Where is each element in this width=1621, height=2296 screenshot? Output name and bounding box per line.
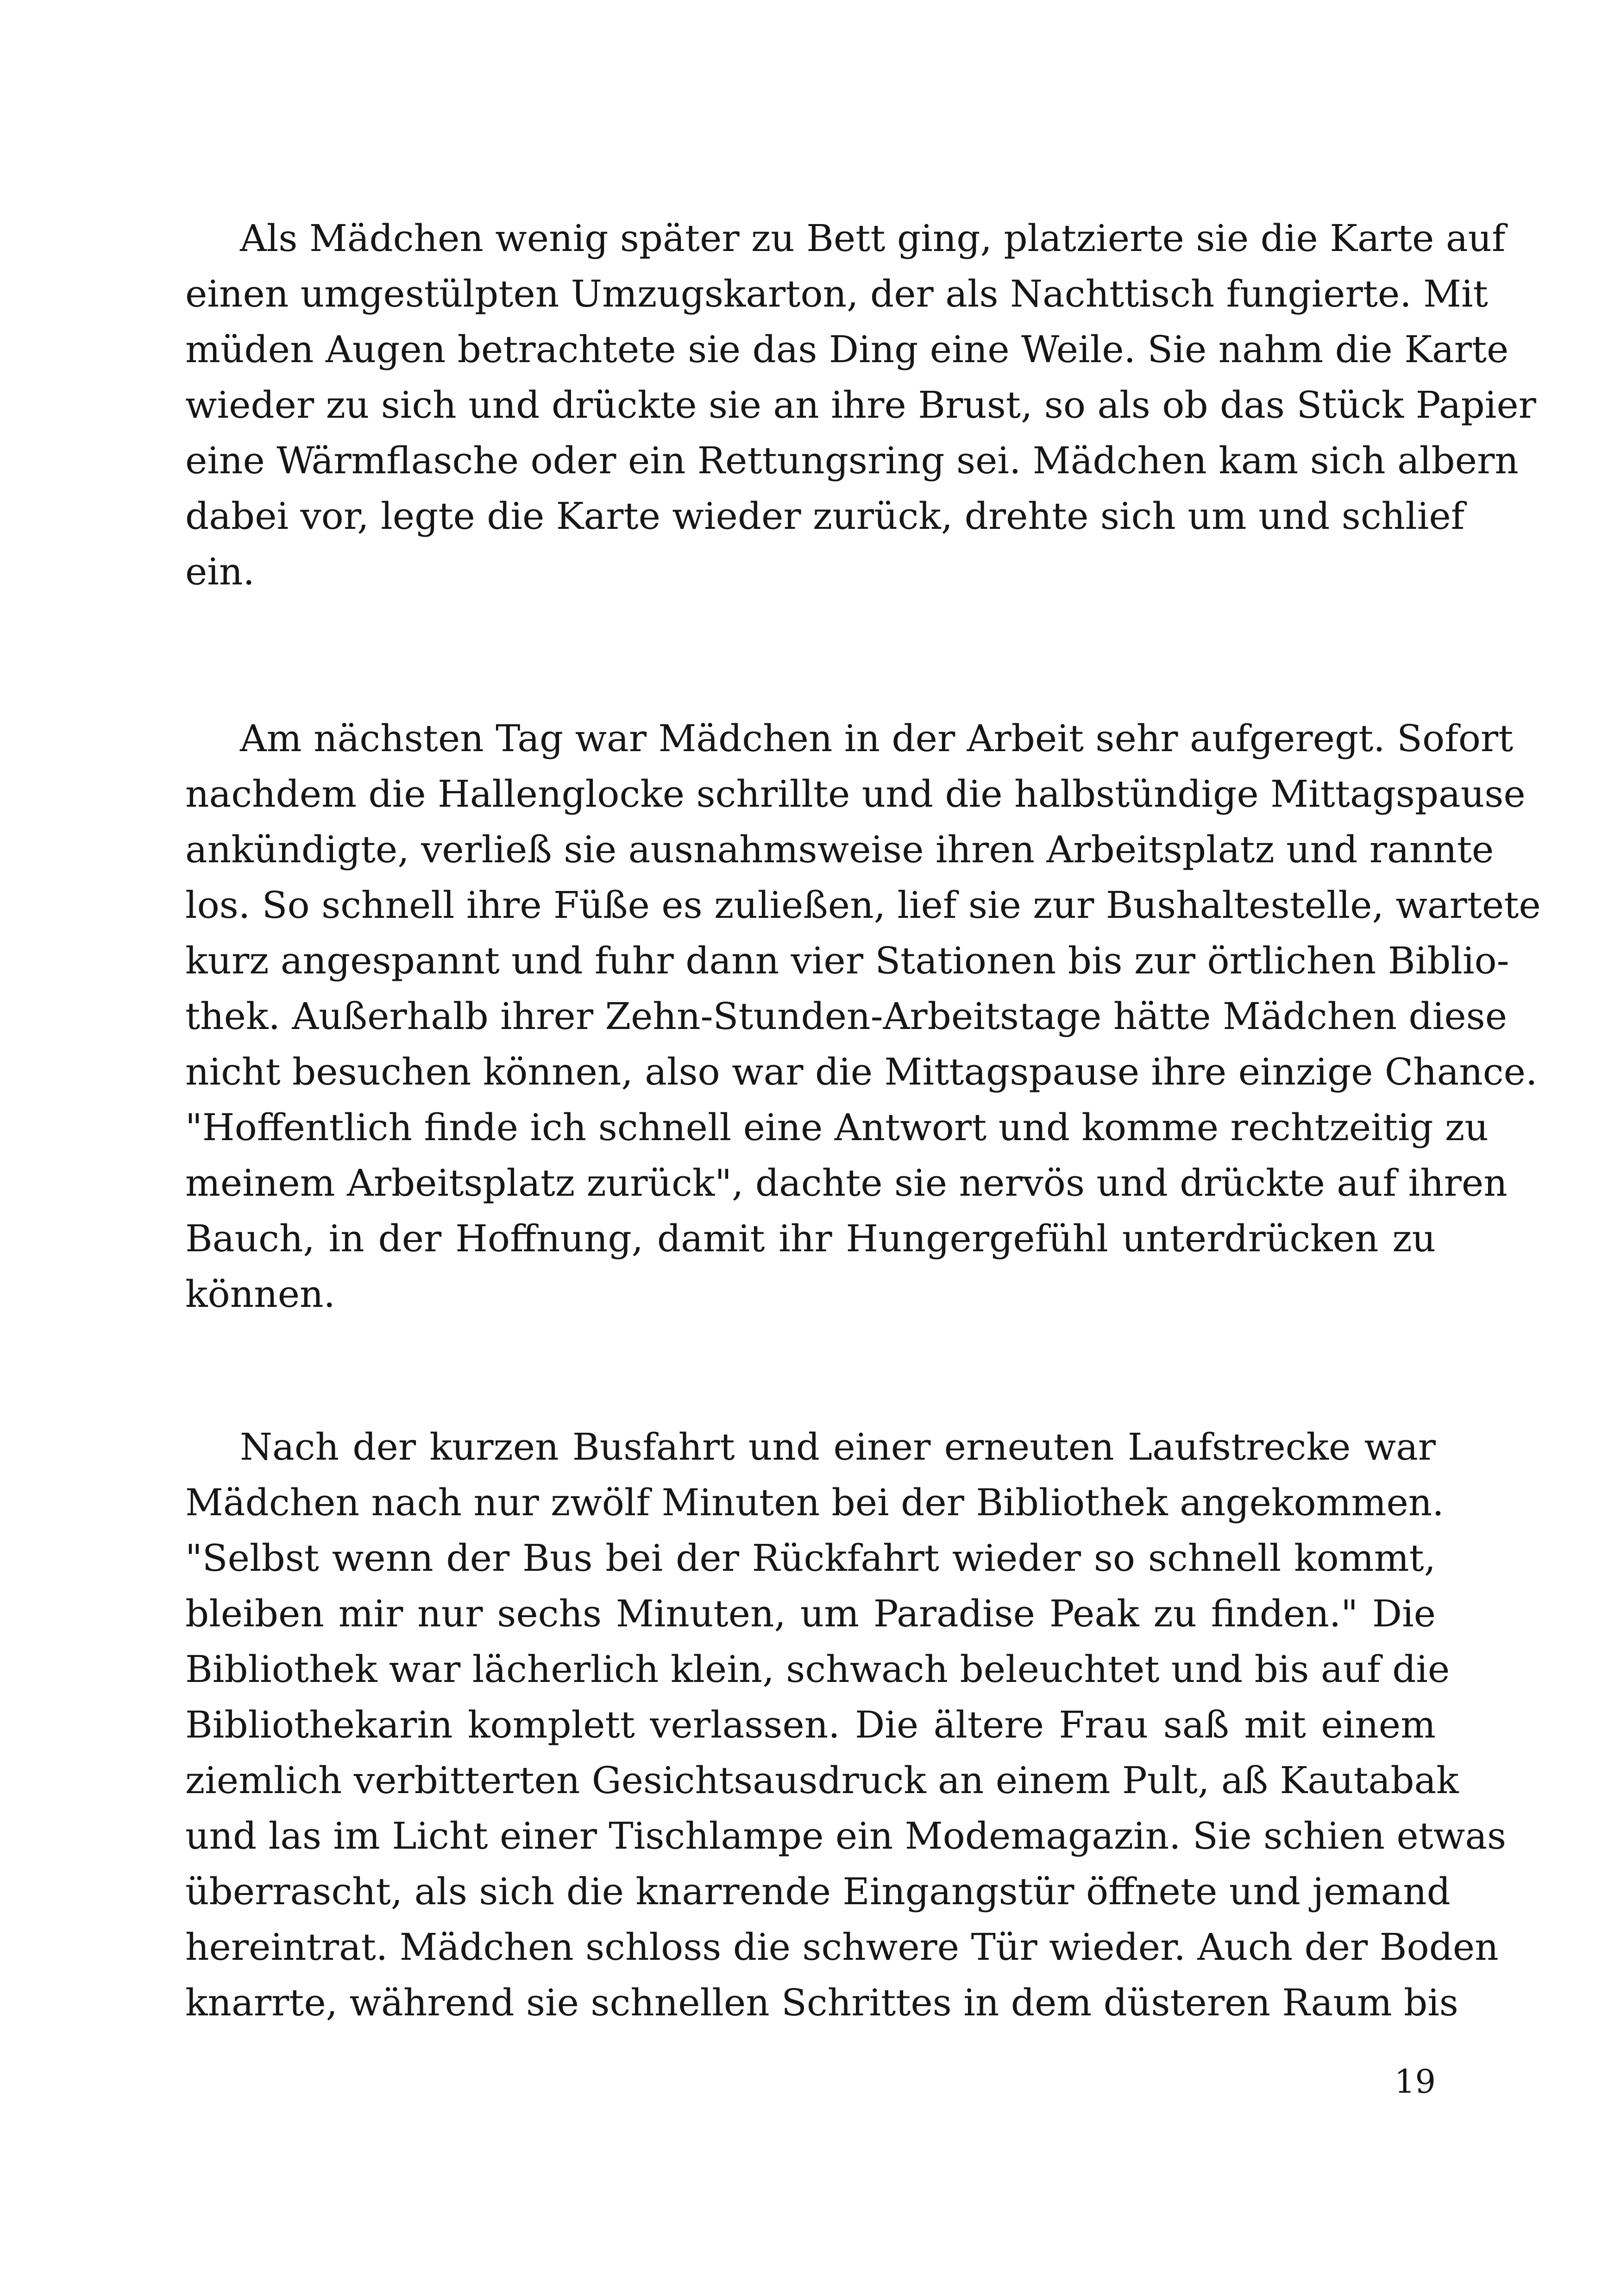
text-line: und las im Licht einer Tischlampe ein Modemagazin. Sie schien etwas: [185, 1814, 1507, 1857]
paragraph-2: [185, 711, 1541, 1322]
paragraph-3: [185, 1419, 1507, 2031]
text-line: ankündigte, verließ sie ausnahmsweise ihren Arbeitsplatz und rannte: [185, 828, 1494, 871]
text-line: nachdem die Hallenglocke schrillte und die halbstündige Mittagspause: [185, 772, 1526, 816]
text-line: ein.: [185, 550, 255, 593]
text-line: "Selbst wenn der Bus bei der Rückfahrt wieder so schnell kommt,: [185, 1537, 1436, 1580]
text-line: Bibliothekarin komplett verlassen. Die ältere Frau saß mit einem: [185, 1703, 1436, 1746]
page-number: 19: [1394, 2063, 1436, 2101]
text-line: thek. Außerhalb ihrer Zehn-Stunden-Arbeitstage hätte Mädchen diese: [185, 995, 1508, 1038]
text-line: nicht besuchen können, also war die Mittagspause ihre einzige Chance.: [185, 1050, 1538, 1093]
text-line: überrascht, als sich die knarrende Eingangstür öffnete und jemand: [185, 1870, 1451, 1913]
text-line: dabei vor, legte die Karte wieder zurück, drehte sich um und schlief: [185, 495, 1465, 538]
text-line: können.: [185, 1273, 335, 1316]
text-line: Bauch, in der Hoffnung, damit ihr Hungergefühl unterdrücken zu: [185, 1217, 1436, 1260]
text-line: Mädchen nach nur zwölf Minuten bei der Bibliothek angekommen.: [185, 1481, 1444, 1524]
text-line: eine Wärmflasche oder ein Rettungsring sei. Mädchen kam sich albern: [185, 439, 1519, 482]
text-line: Nach der kurzen Busfahrt und einer erneuten Laufstrecke war: [240, 1425, 1436, 1468]
text-line: meinem Arbeitsplatz zurück", dachte sie nervös und drückte auf ihren: [185, 1161, 1508, 1204]
text-line: Als Mädchen wenig später zu Bett ging, platzierte sie die Karte auf: [240, 217, 1506, 260]
text-line: "Hoffentlich finde ich schnell eine Antwort und komme rechtzeitig zu: [185, 1106, 1489, 1149]
text-line: los. So schnell ihre Füße es zuließen, lief sie zur Bushaltestelle, wartete: [185, 884, 1541, 927]
paragraph-1: [185, 211, 1536, 600]
text-line: einen umgestülpten Umzugskarton, der als Nachttisch fungierte. Mit: [185, 272, 1488, 315]
text-line: müden Augen betrachtete sie das Ding eine Weile. Sie nahm die Karte: [185, 328, 1509, 371]
text-line: kurz angespannt und fuhr dann vier Stationen bis zur örtlichen Biblio-: [185, 939, 1509, 982]
text-line: Bibliothek war lächerlich klein, schwach beleuchtet und bis auf die: [185, 1648, 1450, 1691]
text-line: hereintrat. Mädchen schloss die schwere Tür wieder. Auch der Boden: [185, 1926, 1499, 1969]
text-line: wieder zu sich und drückte sie an ihre Brust, so als ob das Stück Papier: [185, 383, 1536, 427]
text-line: bleiben mir nur sechs Minuten, um Paradise Peak zu finden." Die: [185, 1592, 1436, 1635]
text-line: ziemlich verbitterten Gesichtsausdruck an einem Pult, aß Kautabak: [185, 1759, 1459, 1802]
text-line: Am nächsten Tag war Mädchen in der Arbeit sehr aufgeregt. Sofort: [240, 717, 1514, 760]
text-line: knarrte, während sie schnellen Schrittes in dem düsteren Raum bis: [185, 1981, 1458, 2024]
